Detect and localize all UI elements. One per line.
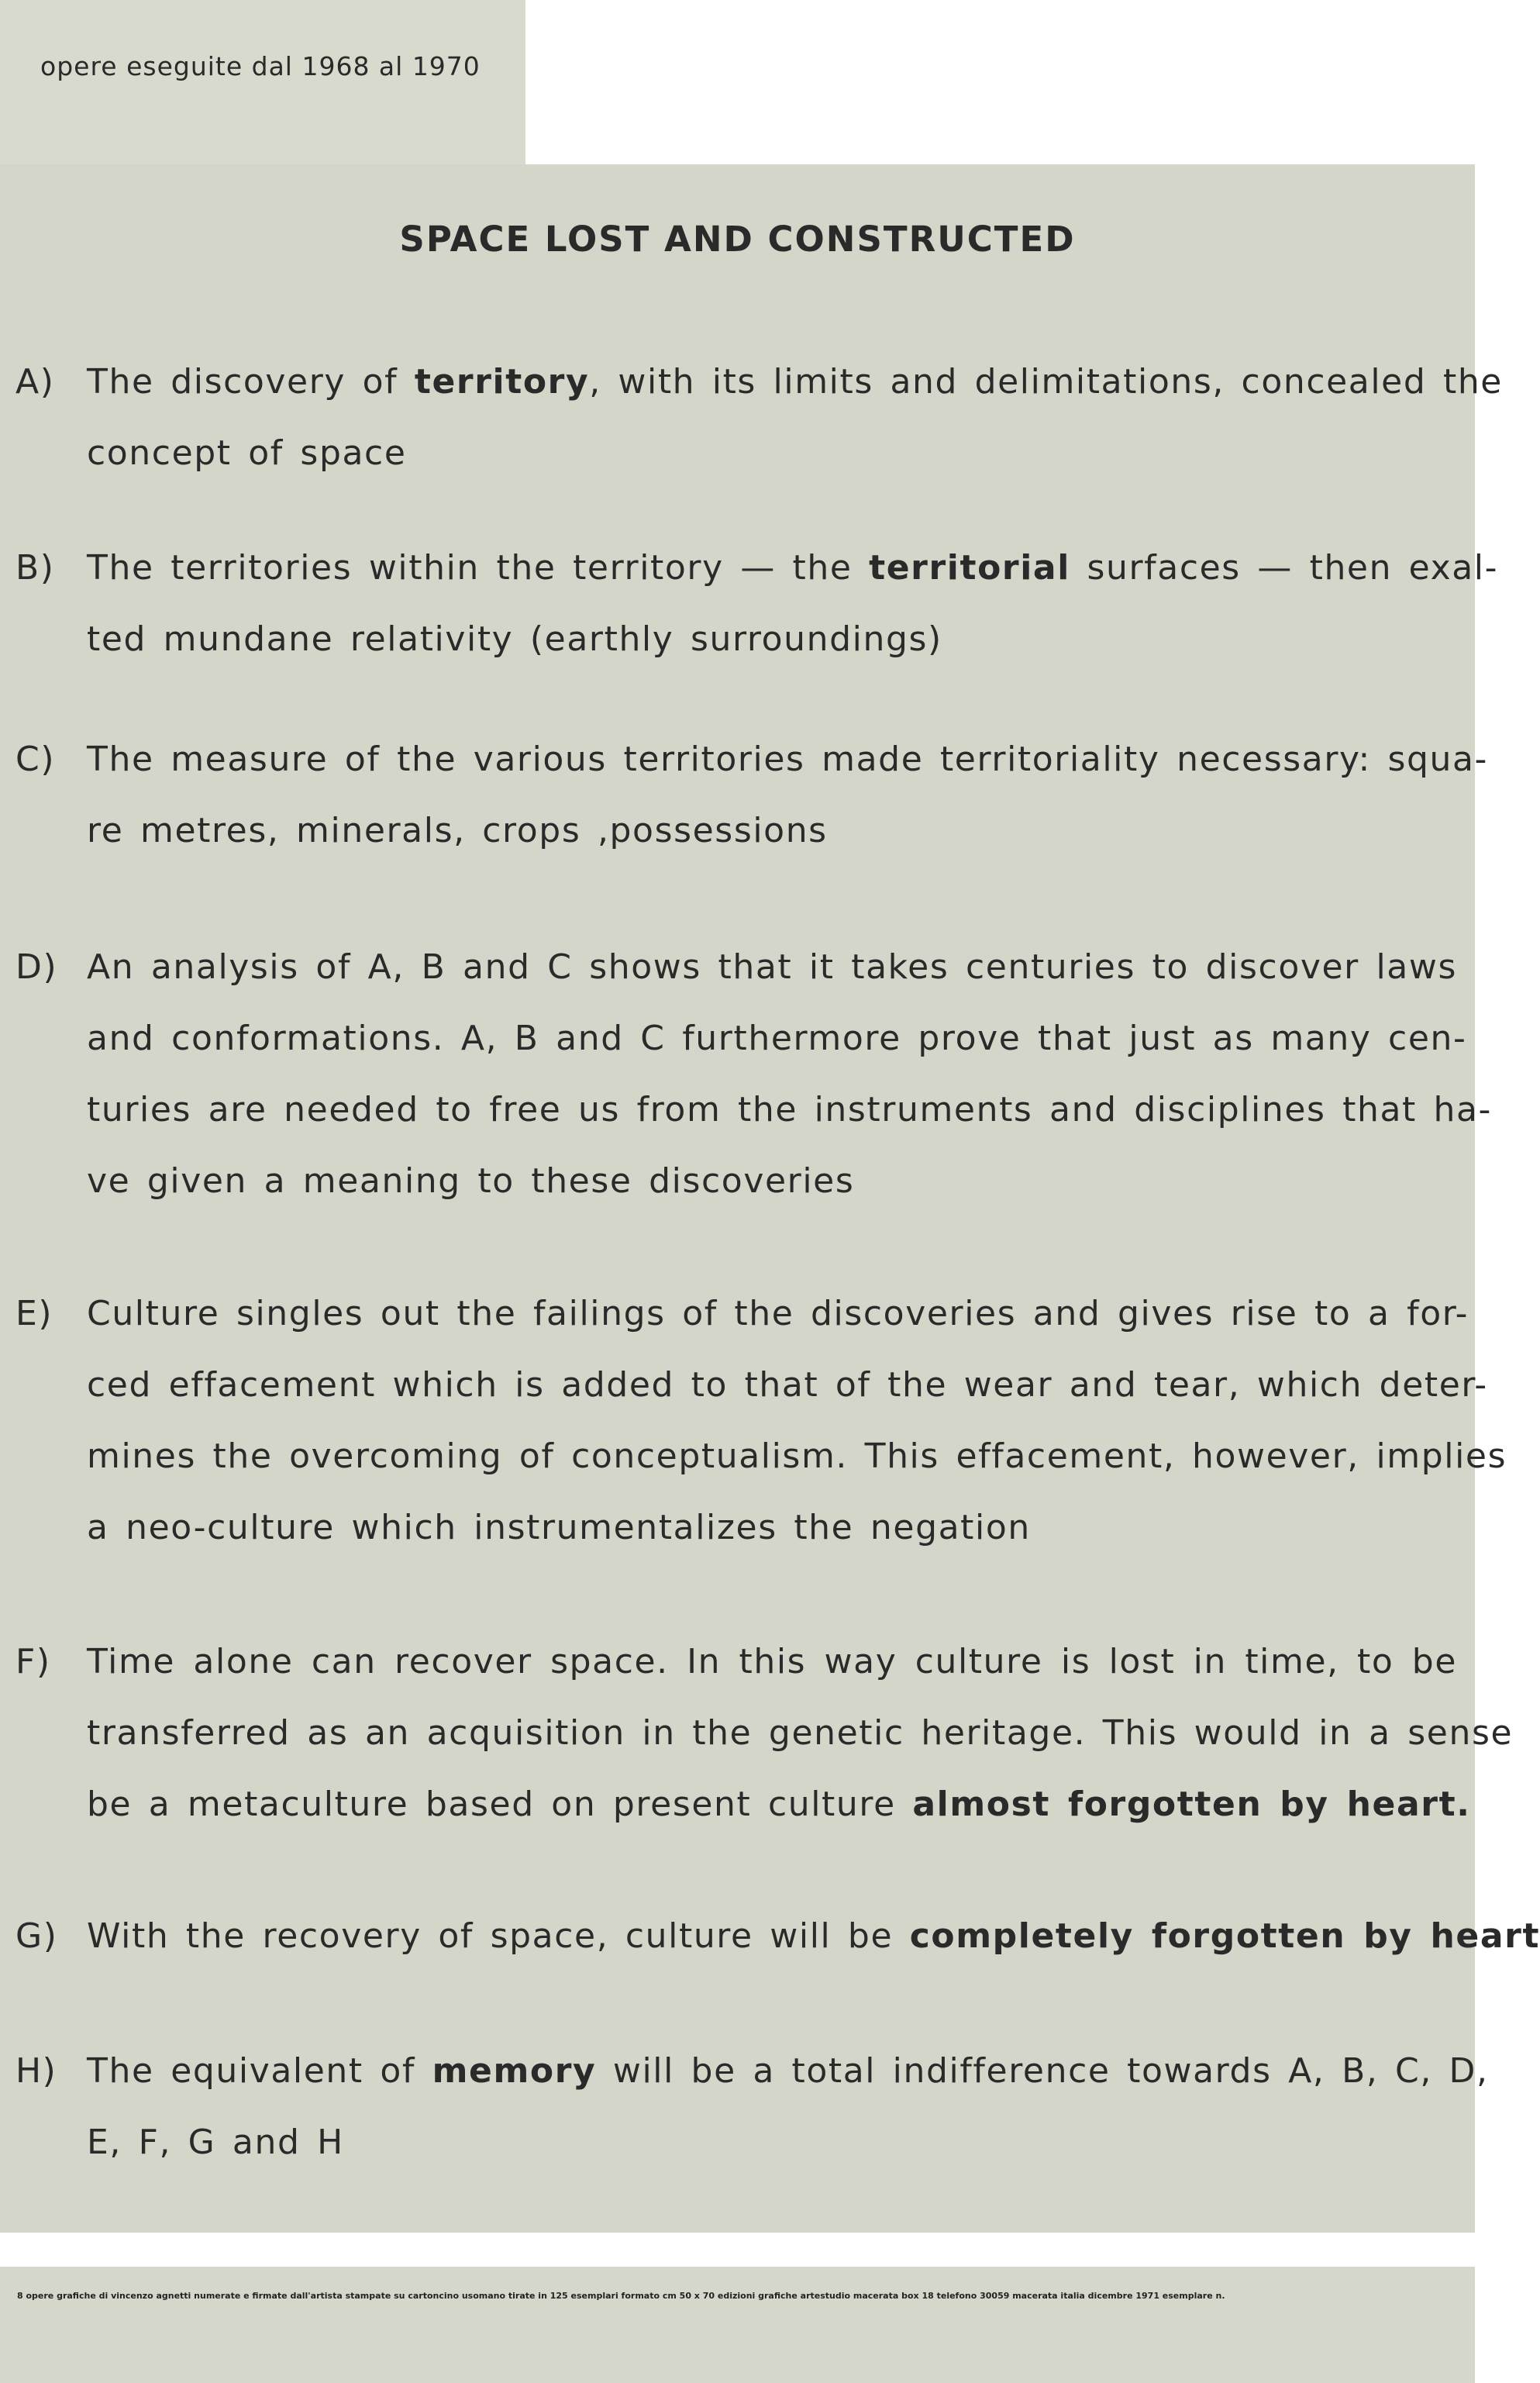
statement-line bbox=[16, 1278, 1469, 1350]
statement-line bbox=[16, 1146, 1457, 1217]
line-text: turies are needed to free us from the instruments and disciplines that ha- bbox=[87, 1090, 1493, 1129]
statement-line bbox=[16, 418, 1457, 489]
top-label-panel bbox=[0, 0, 525, 164]
statement-letter: A) bbox=[16, 362, 55, 402]
statement-f bbox=[16, 1626, 1514, 1840]
line-text: transferred as an acquisition in the genetic heritage. This would in a sense bbox=[87, 1713, 1514, 1753]
statement-letter: E) bbox=[16, 1294, 53, 1333]
dates-label: opere eseguite dal 1968 al 1970 bbox=[40, 51, 481, 81]
line-text: ted mundane relativity (earthly surroundings) bbox=[87, 619, 942, 659]
statement-b bbox=[16, 533, 1499, 675]
statement-line bbox=[16, 932, 1457, 1003]
line-text: The measure of the various territories made territoriality necessary: squa- bbox=[87, 740, 1489, 779]
line-text: re metres, minerals, crops ,possessions bbox=[87, 811, 828, 850]
statement-h bbox=[16, 2036, 1489, 2178]
statement-line bbox=[16, 533, 1499, 604]
statement-letter: D) bbox=[16, 947, 58, 987]
statement-e bbox=[16, 1278, 1507, 1564]
line-text: , with its limits and delimitations, concealed the bbox=[589, 362, 1503, 402]
line-text: ve given a meaning to these discoveries bbox=[87, 1161, 855, 1201]
emphasis-text: memory bbox=[432, 2051, 597, 2091]
line-text: The territories within the territory — the bbox=[87, 548, 870, 588]
line-text: a neo-culture which instrumentalizes the negation bbox=[87, 1508, 1031, 1547]
document-title: SPACE LOST AND CONSTRUCTED bbox=[399, 219, 1076, 260]
statement-line bbox=[16, 1350, 1488, 1421]
line-text: The equivalent of bbox=[87, 2051, 432, 2091]
statement-letter: C) bbox=[16, 740, 56, 779]
statement-letter: B) bbox=[16, 548, 55, 588]
emphasis-text: almost forgotten by heart. bbox=[912, 1785, 1471, 1824]
line-text: will be a total indifference towards A, B, C, D, bbox=[596, 2051, 1489, 2091]
statement-line bbox=[16, 1492, 1457, 1564]
line-text: An analysis of A, B and C shows that it takes centuries to discover laws bbox=[87, 947, 1457, 987]
line-text: surfaces — then exal- bbox=[1070, 548, 1499, 588]
statement-line bbox=[16, 1901, 1540, 1972]
statement-line bbox=[16, 347, 1503, 418]
emphasis-text: territory bbox=[414, 362, 590, 402]
line-text: Culture singles out the failings of the discoveries and gives rise to a for- bbox=[87, 1294, 1469, 1333]
document-sheet bbox=[0, 164, 1540, 2233]
statement-line bbox=[16, 1003, 1467, 1074]
statement-line bbox=[16, 795, 1457, 867]
statement-line bbox=[16, 724, 1489, 795]
line-text: concept of space bbox=[87, 433, 407, 473]
line-text: be a metaculture based on present culture bbox=[87, 1785, 913, 1824]
line-text: and conformations. A, B and C furthermore prove that just as many cen- bbox=[87, 1019, 1467, 1058]
line-text: ced effacement which is added to that of the wear and tear, which deter- bbox=[87, 1365, 1488, 1405]
line-text: Time alone can recover space. In this way culture is lost in time, to be bbox=[87, 1642, 1457, 1681]
emphasis-text: completely forgotten by heart bbox=[909, 1916, 1540, 1956]
statement-a bbox=[16, 347, 1503, 489]
line-text: mines the overcoming of conceptualism. This effacement, however, implies bbox=[87, 1436, 1507, 1476]
statement-c bbox=[16, 724, 1489, 867]
statement-letter: H) bbox=[16, 2051, 57, 2091]
statement-line bbox=[16, 1074, 1493, 1146]
line-text: The discovery of bbox=[87, 362, 415, 402]
statement-letter: F) bbox=[16, 1642, 51, 1681]
statement-line bbox=[16, 2036, 1489, 2107]
statement-line bbox=[16, 1626, 1457, 1698]
line-text: E, F, G and H bbox=[87, 2123, 344, 2162]
statement-d bbox=[16, 932, 1493, 1217]
statement-line bbox=[16, 1769, 1471, 1840]
colophon-text: 8 opere grafiche di vincenzo agnetti numerate e firmate dall'artista stampate su cartoncino usomano tirate in 125 esemplari formato cm 50 x 70 edizioni grafiche artestudio macerata box 18 telefono 30059 macerata italia dicembre 1971 esemplare n. bbox=[17, 2291, 1225, 2301]
colophon-band bbox=[0, 2267, 1475, 2383]
statement-line bbox=[16, 1698, 1514, 1769]
statement-g bbox=[16, 1901, 1540, 1972]
emphasis-text: territorial bbox=[869, 548, 1070, 588]
line-text: With the recovery of space, culture will be bbox=[87, 1916, 910, 1956]
statement-line bbox=[16, 1421, 1507, 1492]
statement-line bbox=[16, 604, 1457, 675]
statement-letter: G) bbox=[16, 1916, 58, 1956]
statement-line bbox=[16, 2107, 1457, 2178]
